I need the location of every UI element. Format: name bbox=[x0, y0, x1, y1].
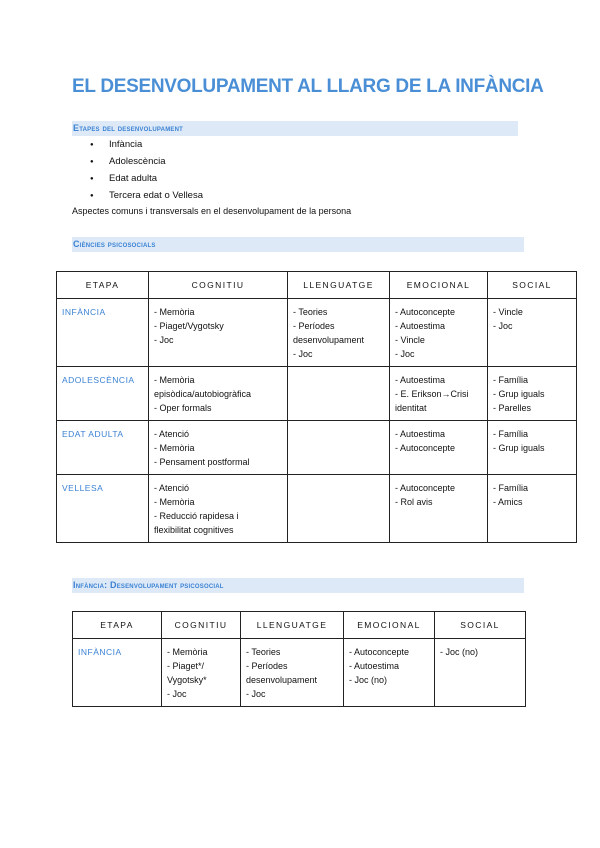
cell-line: - Família bbox=[493, 429, 529, 439]
llenguatge-cell bbox=[241, 639, 344, 707]
cognitiu-cell bbox=[149, 299, 288, 367]
llenguatge-cell bbox=[288, 475, 390, 543]
psychosocial-table bbox=[56, 271, 577, 543]
cell-line: - Vincle bbox=[395, 335, 425, 345]
cognitiu-cell bbox=[149, 367, 288, 421]
cell-line: - Joc bbox=[154, 335, 174, 345]
column-header: LLENGUATGE bbox=[241, 612, 344, 639]
section-heading-ciencies bbox=[72, 237, 524, 252]
cell-line: - Autoconcepte bbox=[395, 483, 456, 493]
cell-line: - Joc bbox=[246, 689, 266, 699]
cognitiu-cell bbox=[149, 475, 288, 543]
stage-cell: INFÀNCIA bbox=[73, 639, 162, 707]
social-cell bbox=[435, 639, 526, 707]
cell-line: - Família bbox=[493, 375, 529, 385]
section-heading-text: Etapes del desenvolupament bbox=[73, 123, 183, 133]
stages-list bbox=[90, 138, 203, 206]
cell-line: - Autoconcepte bbox=[395, 307, 456, 317]
cell-line: - Joc bbox=[293, 349, 313, 359]
social-cell bbox=[488, 367, 577, 421]
column-header: SOCIAL bbox=[435, 612, 526, 639]
emocional-cell bbox=[390, 299, 488, 367]
stage-cell: EDAT ADULTA bbox=[57, 421, 149, 475]
social-cell bbox=[488, 475, 577, 543]
list-item: ● Infància bbox=[90, 138, 203, 155]
column-header: SOCIAL bbox=[488, 272, 577, 299]
cell-line: - Memòria bbox=[154, 307, 195, 317]
cell-line: - Memòria bbox=[154, 443, 195, 453]
cell-line: - Joc bbox=[493, 321, 513, 331]
cell-line: - Períodes bbox=[293, 321, 335, 331]
cell-line: - Autoconcepte bbox=[395, 443, 456, 453]
cell-line: - Joc bbox=[395, 349, 415, 359]
llenguatge-cell bbox=[288, 367, 390, 421]
column-header: EMOCIONAL bbox=[344, 612, 435, 639]
cell-line: - Piaget/Vygotsky bbox=[154, 321, 224, 331]
cell-line: - Piaget*/ bbox=[167, 661, 205, 671]
table-header-row bbox=[57, 272, 577, 299]
page-title: EL DESENVOLUPAMENT AL LLARG DE LA INFÀNCIA bbox=[72, 76, 544, 97]
cell-line: - Rol avis bbox=[395, 497, 433, 507]
cell-line: - Amics bbox=[493, 497, 523, 507]
cell-line: - Memòria bbox=[154, 497, 195, 507]
infancy-table bbox=[72, 611, 526, 707]
social-cell bbox=[488, 299, 577, 367]
section-heading-text: Ciències psicosocials bbox=[73, 239, 156, 249]
cell-line: - Autoestima bbox=[395, 375, 446, 385]
cell-line: - Períodes bbox=[246, 661, 288, 671]
cell-line: - Oper formals bbox=[154, 403, 212, 413]
cell-line: - Joc (no) bbox=[440, 647, 479, 657]
cell-line: - Teories bbox=[293, 307, 328, 317]
cell-line: flexibilitat cognitives bbox=[154, 525, 234, 535]
cell-line: - Família bbox=[493, 483, 529, 493]
cell-line: desenvolupament bbox=[293, 335, 365, 345]
table-row bbox=[57, 475, 577, 543]
column-header: LLENGUATGE bbox=[288, 272, 390, 299]
cell-line: episòdica/autobiogràfica bbox=[154, 389, 252, 399]
section-heading-text: Infància: Desenvolupament psicosocial bbox=[73, 580, 224, 590]
column-header: EMOCIONAL bbox=[390, 272, 488, 299]
social-cell bbox=[488, 421, 577, 475]
cell-line: - Joc bbox=[167, 689, 187, 699]
cell-line: Vygotsky* bbox=[167, 675, 207, 685]
column-header: COGNITIU bbox=[162, 612, 241, 639]
cell-line: - E. Erikson→Crisi bbox=[395, 389, 469, 399]
cell-line: - Memòria bbox=[154, 375, 195, 385]
emocional-cell bbox=[390, 421, 488, 475]
emocional-cell bbox=[390, 475, 488, 543]
cell-line: - Pensament postformal bbox=[154, 457, 250, 467]
section-heading-etapes bbox=[72, 121, 518, 136]
emocional-cell bbox=[390, 367, 488, 421]
stage-cell: ADOLESCÈNCIA bbox=[57, 367, 149, 421]
cell-line: - Autoestima bbox=[395, 321, 446, 331]
cell-line: identitat bbox=[395, 403, 427, 413]
table-row bbox=[73, 639, 526, 707]
cognitiu-cell bbox=[162, 639, 241, 707]
note-text: Aspectes comuns i transversals en el desenvolupament de la persona bbox=[72, 206, 352, 216]
column-header: ETAPA bbox=[73, 612, 162, 639]
cell-line: - Autoestima bbox=[349, 661, 400, 671]
cell-line: - Joc (no) bbox=[349, 675, 388, 685]
cell-line: - Atenció bbox=[154, 429, 190, 439]
cell-line: - Grup iguals bbox=[493, 389, 545, 399]
cell-line: - Autoestima bbox=[395, 429, 446, 439]
section-heading-infancia bbox=[72, 578, 524, 593]
list-item: ● Tercera edat o Vellesa bbox=[90, 189, 203, 206]
cell-line: - Reducció rapidesa i bbox=[154, 511, 239, 521]
cell-line: - Vincle bbox=[493, 307, 523, 317]
list-item: ● Edat adulta bbox=[90, 172, 203, 189]
llenguatge-cell bbox=[288, 421, 390, 475]
table-row bbox=[57, 421, 577, 475]
cell-line: - Parelles bbox=[493, 403, 532, 413]
cognitiu-cell bbox=[149, 421, 288, 475]
column-header: ETAPA bbox=[57, 272, 149, 299]
stage-cell: INFÀNCIA bbox=[57, 299, 149, 367]
cell-line: - Autoconcepte bbox=[349, 647, 410, 657]
column-header: COGNITIU bbox=[149, 272, 288, 299]
cell-line: - Grup iguals bbox=[493, 443, 545, 453]
table-row bbox=[57, 367, 577, 421]
list-item: ● Adolescència bbox=[90, 155, 203, 172]
emocional-cell bbox=[344, 639, 435, 707]
llenguatge-cell bbox=[288, 299, 390, 367]
table-header-row bbox=[73, 612, 526, 639]
table-row bbox=[57, 299, 577, 367]
stage-cell: VELLESA bbox=[57, 475, 149, 543]
cell-line: - Teories bbox=[246, 647, 281, 657]
cell-line: desenvolupament bbox=[246, 675, 318, 685]
cell-line: - Memòria bbox=[167, 647, 208, 657]
cell-line: - Atenció bbox=[154, 483, 190, 493]
